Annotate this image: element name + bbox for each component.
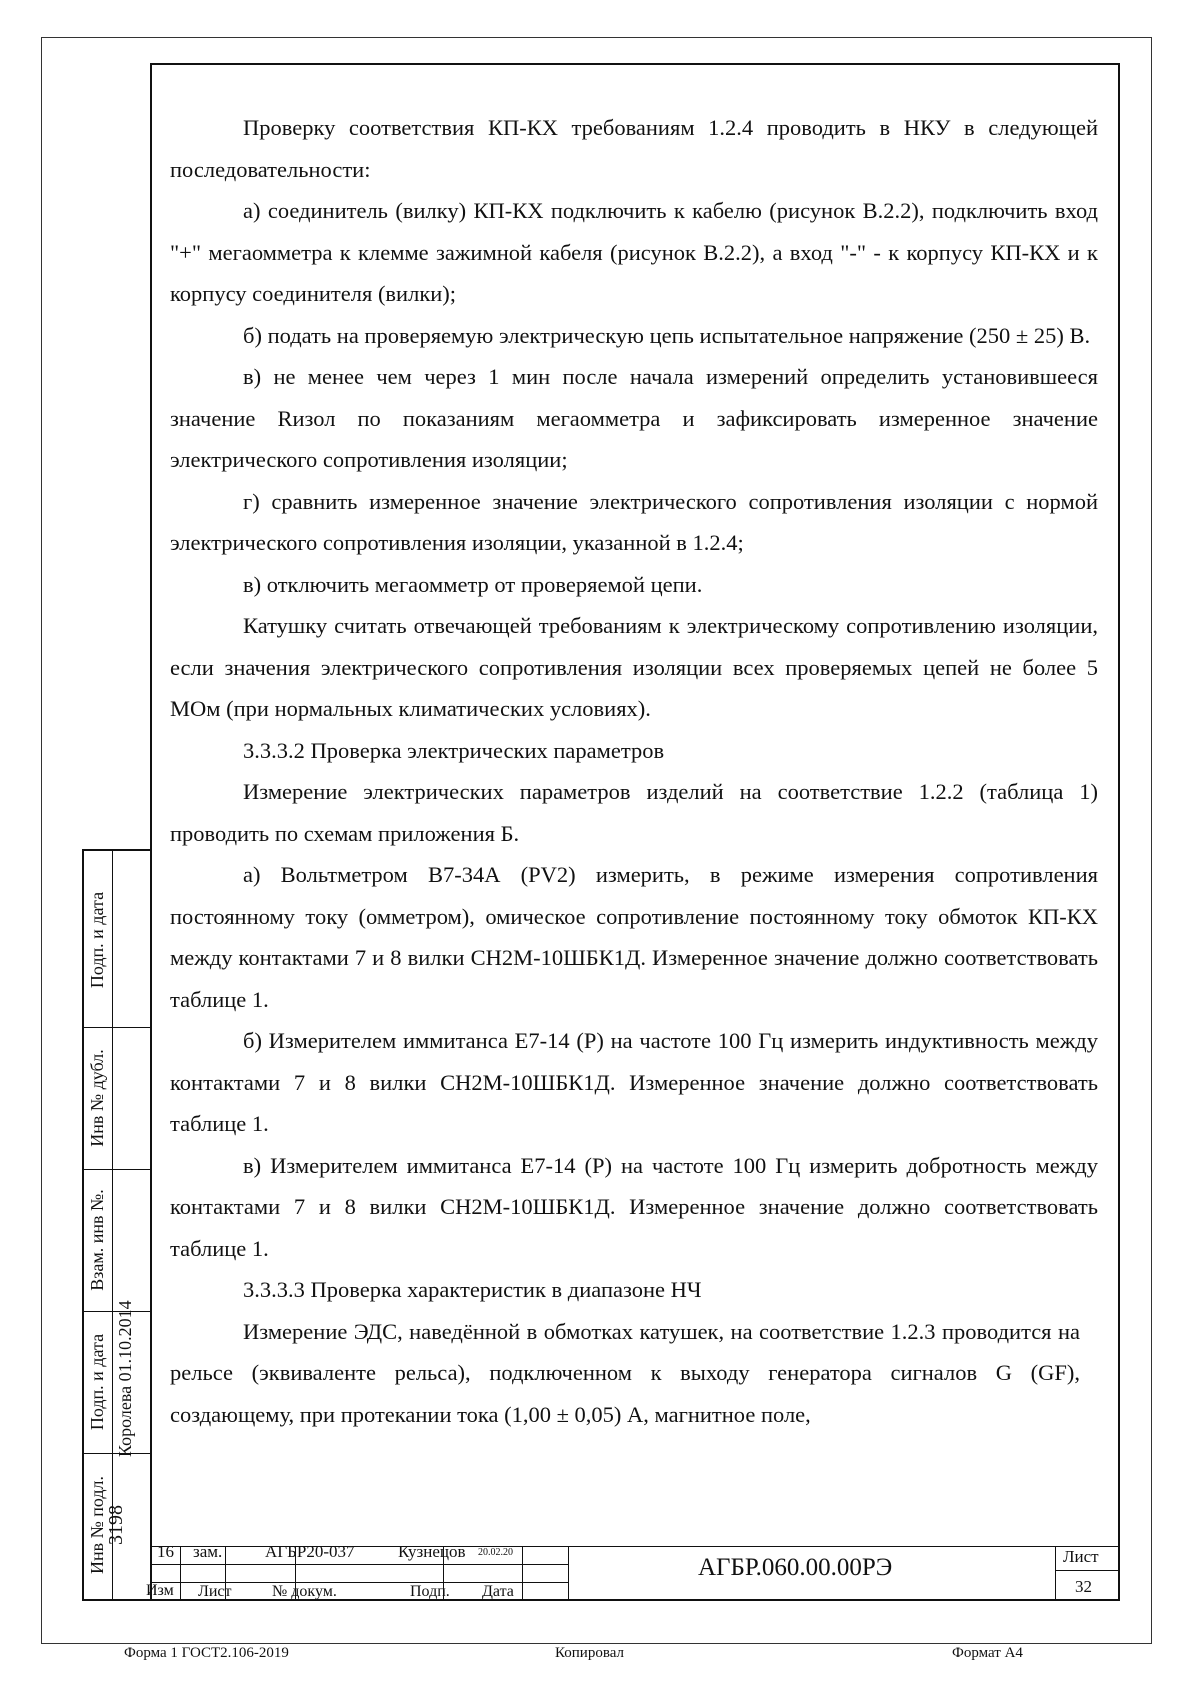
signature-name-date: Королева 01.10.2014 [115,1300,135,1457]
podp-i-data-label: Подп. и дата [87,891,107,989]
paragraph: а) Вольтметром В7-34А (PV2) измерить, в режиме измерения сопротивления постоянному току (омметром), омическое сопротивление постоянному току обмоток КП-КХ между контактами 7 и 8 вилки СН2М-10ШБК1Д. Измеренное значение должно соответствовать таблице 1. [170,862,1098,1012]
sign-date: 20.02.20 [478,1547,513,1558]
sheet-number: 32 [1075,1577,1092,1596]
paragraph: Катушку считать отвечающей требованиям к электрическому сопротивлению изоляции, если значения электрического сопротивления изоляции всех проверяемых цепей не более 5 МОм (при нормальных климатических условиях). [170,613,1098,721]
title-block [146,1542,1120,1601]
document-designation: АГБР.060.00.00РЭ [698,1554,893,1581]
paragraph: Измерение ЭДС, наведённой в обмотках катушек, на соответствие 1.2.3 проводится на рельсе (эквиваленте рельса), подключенном к выходу генератора сигналов G (GF), создающему, при протекании тока (1,00 ± 0,05) А, магнитное поле, [170,1318,1080,1427]
paragraph: в) отключить мегаомметр от проверяемой цепи. [243,571,703,597]
format-label: Формат А4 [952,1645,1023,1661]
izm-value: 16 [157,1542,174,1561]
signer: Кузнецов [398,1542,466,1561]
section-heading: 3.3.3.3 Проверка характеристик в диапазоне НЧ [243,1277,702,1302]
list-value: зам. [193,1542,223,1561]
section-heading: 3.3.3.2 Проверка электрических параметров [243,737,665,763]
header-date: Дата [482,1583,514,1600]
vzam-inv-label: Взам. инв №. [87,1189,107,1291]
paragraph: а) соединитель (вилку) КП-КХ подключить к кабелю (рисунок В.2.2), подключить вход "+" мегаомметра к клемме зажимной кабеля (рисунок В.2.2), а вход "-" - к корпусу КП-КХ и к корпусу соединителя (вилки); [170,198,1098,306]
inv-podl-label: Инв № подл. [87,1475,107,1575]
paragraph: г) сравнить измеренное значение электрического сопротивления изоляции с нормой электрического сопротивления изоляции, указанной в 1.2.4; [170,488,1098,555]
sheet-label: Лист [1063,1547,1099,1566]
podp-i-data-label-2: Подп. и дата [87,1333,107,1431]
paragraph: б) Измерителем иммитанса Е7-14 (Р) на частоте 100 Гц измерить индуктивность между контактами 7 и 8 вилки СН2М-10ШБК1Д. Измеренное значение должно соответствовать таблице 1. [170,1028,1098,1136]
copied-label: Копировал [555,1645,624,1661]
form-label: Форма 1 ГОСТ2.106-2019 [124,1645,289,1661]
header-podp: Подп. [410,1583,450,1600]
margin-stamp [82,849,150,1601]
inv-podl-value: 3198 [105,1505,127,1545]
paragraph: Измерение электрических параметров изделий на соответствие 1.2.2 (таблица 1) проводить по схемам приложения Б. [170,779,1098,846]
paragraph: в) Измерителем иммитанса Е7-14 (Р) на частоте 100 Гц измерить добротность между контактами 7 и 8 вилки СН2М-10ШБК1Д. Измеренное значение должно соответствовать таблице 1. [170,1152,1098,1261]
inv-dubl-label: Инв № дубл. [87,1049,107,1147]
header-doc: № докум. [272,1583,337,1600]
paragraph: в) не менее чем через 1 мин после начала измерений определить установившееся значение Rизол по показаниям мегаомметра и зафиксировать измеренное значение электрического сопротивления изоляции; [170,364,1098,472]
paragraph: б) подать на проверяемую электрическую цепь испытательное напряжение (250 ± 25) В. [243,322,1091,348]
header-izm: Изм [146,1582,174,1599]
doc-number: АГБР20-037 [265,1542,355,1561]
paragraph: Проверку соответствия КП-КХ требованиям 1.2.4 проводить в НКУ в следующей последовательности: [170,115,1098,182]
header-list: Лист [198,1583,232,1600]
document-body [170,107,1098,1435]
